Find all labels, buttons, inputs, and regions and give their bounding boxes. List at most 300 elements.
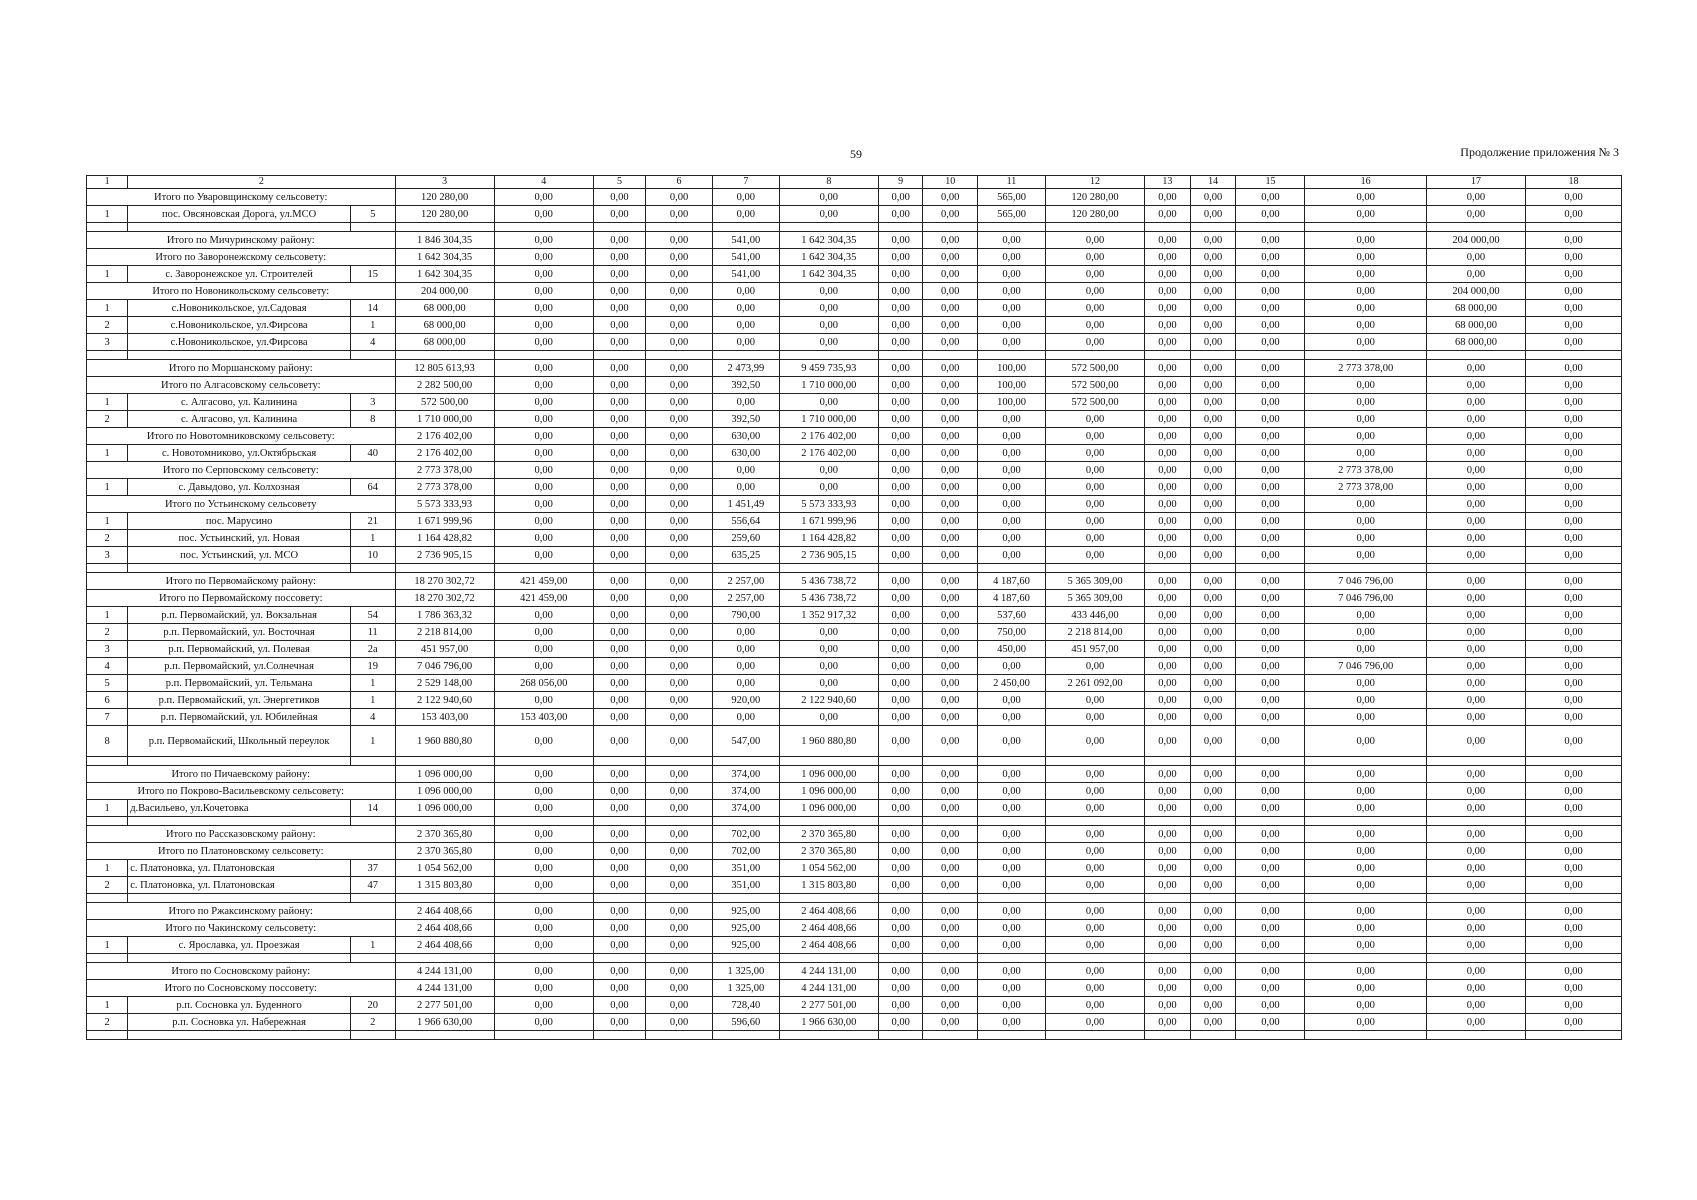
value-cell: 0,00 bbox=[593, 394, 645, 411]
value-cell: 0,00 bbox=[712, 394, 779, 411]
value-cell: 0,00 bbox=[593, 445, 645, 462]
value-cell: 0,00 bbox=[1190, 547, 1236, 564]
empty-cell bbox=[878, 894, 923, 903]
column-header-14: 14 bbox=[1190, 176, 1236, 189]
row-number: 6 bbox=[87, 692, 128, 709]
value-cell: 0,00 bbox=[779, 317, 878, 334]
value-cell: 4 187,60 bbox=[978, 573, 1046, 590]
empty-cell bbox=[350, 817, 395, 826]
empty-cell bbox=[395, 223, 494, 232]
value-cell: 2 122 940,60 bbox=[395, 692, 494, 709]
empty-cell bbox=[779, 894, 878, 903]
value-cell: 0,00 bbox=[646, 547, 713, 564]
value-cell: 0,00 bbox=[712, 658, 779, 675]
value-cell: 0,00 bbox=[923, 826, 978, 843]
value-cell: 0,00 bbox=[1236, 937, 1305, 954]
row-number: 1 bbox=[87, 860, 128, 877]
value-cell: 0,00 bbox=[923, 496, 978, 513]
empty-cell bbox=[395, 817, 494, 826]
value-cell: 0,00 bbox=[593, 377, 645, 394]
value-cell: 0,00 bbox=[494, 266, 593, 283]
value-cell: 0,00 bbox=[1190, 479, 1236, 496]
value-cell: 5 573 333,93 bbox=[395, 496, 494, 513]
value-cell: 0,00 bbox=[878, 232, 923, 249]
value-cell: 0,00 bbox=[1190, 249, 1236, 266]
total-label: Итого по Ржаксинскому району: bbox=[87, 903, 396, 920]
value-cell: 0,00 bbox=[593, 232, 645, 249]
value-cell: 0,00 bbox=[1145, 377, 1191, 394]
total-label: Итого по Чакинскому сельсовету: bbox=[87, 920, 396, 937]
value-cell: 0,00 bbox=[1305, 726, 1426, 757]
value-cell: 0,00 bbox=[1236, 249, 1305, 266]
value-cell: 0,00 bbox=[878, 675, 923, 692]
table-row bbox=[87, 860, 1622, 877]
row-number: 2 bbox=[87, 530, 128, 547]
value-cell: 0,00 bbox=[593, 300, 645, 317]
value-cell: 0,00 bbox=[1190, 394, 1236, 411]
value-cell: 0,00 bbox=[494, 1014, 593, 1031]
table-row bbox=[87, 726, 1622, 757]
empty-cell bbox=[1045, 223, 1144, 232]
value-cell: 0,00 bbox=[1045, 266, 1144, 283]
row-number: 1 bbox=[87, 607, 128, 624]
value-cell: 2 773 378,00 bbox=[1305, 462, 1426, 479]
empty-cell bbox=[1526, 817, 1622, 826]
column-header-16: 16 bbox=[1305, 176, 1426, 189]
value-cell: 68 000,00 bbox=[395, 334, 494, 351]
value-cell: 0,00 bbox=[1045, 496, 1144, 513]
value-cell: 0,00 bbox=[1145, 334, 1191, 351]
empty-cell bbox=[1426, 564, 1525, 573]
value-cell: 0,00 bbox=[646, 709, 713, 726]
empty-cell bbox=[646, 1031, 713, 1040]
empty-cell bbox=[878, 954, 923, 963]
value-cell: 0,00 bbox=[978, 334, 1046, 351]
value-cell: 120 280,00 bbox=[395, 189, 494, 206]
empty-cell bbox=[712, 564, 779, 573]
value-cell: 0,00 bbox=[978, 980, 1046, 997]
value-cell: 0,00 bbox=[978, 428, 1046, 445]
value-cell: 0,00 bbox=[878, 692, 923, 709]
spacer-row bbox=[87, 954, 1622, 963]
value-cell: 0,00 bbox=[494, 300, 593, 317]
empty-cell bbox=[646, 351, 713, 360]
value-cell: 630,00 bbox=[712, 428, 779, 445]
value-cell: 0,00 bbox=[779, 709, 878, 726]
value-cell: 2 464 408,66 bbox=[779, 920, 878, 937]
empty-cell bbox=[128, 1031, 351, 1040]
value-cell: 0,00 bbox=[593, 675, 645, 692]
empty-cell bbox=[494, 817, 593, 826]
value-cell: 0,00 bbox=[878, 937, 923, 954]
value-cell: 0,00 bbox=[1426, 462, 1525, 479]
value-cell: 0,00 bbox=[712, 334, 779, 351]
value-cell: 351,00 bbox=[712, 877, 779, 894]
value-cell: 0,00 bbox=[779, 624, 878, 641]
value-cell: 0,00 bbox=[712, 641, 779, 658]
value-cell: 0,00 bbox=[878, 189, 923, 206]
column-header-17: 17 bbox=[1426, 176, 1525, 189]
value-cell: 0,00 bbox=[1526, 692, 1622, 709]
empty-cell bbox=[712, 817, 779, 826]
value-cell: 0,00 bbox=[494, 997, 593, 1014]
table-row bbox=[87, 547, 1622, 564]
value-cell: 259,60 bbox=[712, 530, 779, 547]
row-number: 7 bbox=[87, 709, 128, 726]
value-cell: 0,00 bbox=[1305, 249, 1426, 266]
value-cell: 0,00 bbox=[712, 283, 779, 300]
value-cell: 0,00 bbox=[1305, 766, 1426, 783]
value-cell: 0,00 bbox=[1145, 709, 1191, 726]
value-cell: 0,00 bbox=[1190, 726, 1236, 757]
value-cell: 0,00 bbox=[1236, 266, 1305, 283]
value-cell: 0,00 bbox=[1145, 496, 1191, 513]
value-cell: 0,00 bbox=[1426, 411, 1525, 428]
value-cell: 0,00 bbox=[1145, 624, 1191, 641]
row-number: 3 bbox=[87, 334, 128, 351]
address-cell: с. Ярославка, ул. Проезжая bbox=[128, 937, 351, 954]
value-cell: 0,00 bbox=[494, 877, 593, 894]
value-cell: 0,00 bbox=[878, 1014, 923, 1031]
value-cell: 541,00 bbox=[712, 249, 779, 266]
value-cell: 0,00 bbox=[1145, 877, 1191, 894]
address-cell: р.п. Первомайский, ул. Вокзальная bbox=[128, 607, 351, 624]
value-cell: 2 370 365,80 bbox=[779, 843, 878, 860]
value-cell: 2 473,99 bbox=[712, 360, 779, 377]
value-cell: 0,00 bbox=[1305, 692, 1426, 709]
empty-cell bbox=[494, 757, 593, 766]
value-cell: 0,00 bbox=[878, 980, 923, 997]
value-cell: 0,00 bbox=[779, 479, 878, 496]
value-cell: 1 642 304,35 bbox=[395, 266, 494, 283]
spacer-row bbox=[87, 223, 1622, 232]
value-cell: 0,00 bbox=[1190, 766, 1236, 783]
value-cell: 0,00 bbox=[646, 826, 713, 843]
address-cell: пос. Устьинский, ул. Новая bbox=[128, 530, 351, 547]
empty-cell bbox=[1236, 817, 1305, 826]
total-label: Итого по Моршанскому району: bbox=[87, 360, 396, 377]
value-cell: 1 710 000,00 bbox=[395, 411, 494, 428]
empty-cell bbox=[1145, 757, 1191, 766]
value-cell: 2 464 408,66 bbox=[779, 903, 878, 920]
value-cell: 0,00 bbox=[646, 317, 713, 334]
value-cell: 0,00 bbox=[1190, 445, 1236, 462]
value-cell: 0,00 bbox=[712, 624, 779, 641]
row-number: 4 bbox=[87, 658, 128, 675]
value-cell: 0,00 bbox=[779, 394, 878, 411]
house-number: 37 bbox=[350, 860, 395, 877]
value-cell: 2 218 814,00 bbox=[395, 624, 494, 641]
value-cell: 0,00 bbox=[1526, 462, 1622, 479]
value-cell: 0,00 bbox=[923, 783, 978, 800]
value-cell: 0,00 bbox=[494, 283, 593, 300]
empty-cell bbox=[395, 564, 494, 573]
empty-cell bbox=[1190, 894, 1236, 903]
empty-cell bbox=[1526, 894, 1622, 903]
value-cell: 0,00 bbox=[978, 462, 1046, 479]
column-header-4: 4 bbox=[494, 176, 593, 189]
empty-cell bbox=[494, 351, 593, 360]
value-cell: 0,00 bbox=[593, 692, 645, 709]
value-cell: 0,00 bbox=[923, 206, 978, 223]
address-cell: с.Новоникольское, ул.Садовая bbox=[128, 300, 351, 317]
empty-cell bbox=[87, 757, 128, 766]
row-number: 2 bbox=[87, 877, 128, 894]
value-cell: 0,00 bbox=[494, 843, 593, 860]
value-cell: 0,00 bbox=[878, 411, 923, 428]
value-cell: 0,00 bbox=[593, 903, 645, 920]
empty-cell bbox=[646, 954, 713, 963]
value-cell: 0,00 bbox=[878, 547, 923, 564]
value-cell: 0,00 bbox=[646, 658, 713, 675]
empty-cell bbox=[128, 894, 351, 903]
value-cell: 0,00 bbox=[646, 980, 713, 997]
empty-cell bbox=[978, 954, 1046, 963]
value-cell: 0,00 bbox=[878, 496, 923, 513]
value-cell: 0,00 bbox=[1145, 903, 1191, 920]
value-cell: 0,00 bbox=[646, 877, 713, 894]
value-cell: 0,00 bbox=[779, 462, 878, 479]
address-cell: с. Давыдово, ул. Колхозная bbox=[128, 479, 351, 496]
value-cell: 0,00 bbox=[646, 377, 713, 394]
house-number: 10 bbox=[350, 547, 395, 564]
value-cell: 1 642 304,35 bbox=[779, 249, 878, 266]
empty-cell bbox=[712, 1031, 779, 1040]
value-cell: 0,00 bbox=[1426, 937, 1525, 954]
value-cell: 0,00 bbox=[593, 334, 645, 351]
value-cell: 0,00 bbox=[923, 189, 978, 206]
total-label: Итого по Уваровщинскому сельсовету: bbox=[87, 189, 396, 206]
value-cell: 0,00 bbox=[494, 479, 593, 496]
value-cell: 2 176 402,00 bbox=[779, 428, 878, 445]
house-number: 14 bbox=[350, 300, 395, 317]
value-cell: 0,00 bbox=[646, 590, 713, 607]
value-cell: 2 257,00 bbox=[712, 573, 779, 590]
value-cell: 0,00 bbox=[1305, 189, 1426, 206]
total-label: Итого по Новотомниковскому сельсовету: bbox=[87, 428, 396, 445]
value-cell: 7 046 796,00 bbox=[395, 658, 494, 675]
value-cell: 0,00 bbox=[1145, 445, 1191, 462]
value-cell: 0,00 bbox=[923, 709, 978, 726]
value-cell: 0,00 bbox=[1236, 783, 1305, 800]
value-cell: 0,00 bbox=[494, 462, 593, 479]
value-cell: 0,00 bbox=[1190, 360, 1236, 377]
empty-cell bbox=[87, 351, 128, 360]
value-cell: 0,00 bbox=[494, 189, 593, 206]
value-cell: 0,00 bbox=[978, 411, 1046, 428]
value-cell: 0,00 bbox=[878, 530, 923, 547]
value-cell: 0,00 bbox=[1426, 980, 1525, 997]
column-header-12: 12 bbox=[1045, 176, 1144, 189]
empty-cell bbox=[1190, 757, 1236, 766]
value-cell: 0,00 bbox=[878, 641, 923, 658]
value-cell: 0,00 bbox=[1190, 658, 1236, 675]
value-cell: 0,00 bbox=[593, 766, 645, 783]
house-number: 54 bbox=[350, 607, 395, 624]
value-cell: 0,00 bbox=[978, 283, 1046, 300]
row-number: 5 bbox=[87, 675, 128, 692]
header-row bbox=[87, 176, 1622, 189]
value-cell: 0,00 bbox=[1526, 334, 1622, 351]
value-cell: 0,00 bbox=[646, 997, 713, 1014]
value-cell: 0,00 bbox=[1305, 860, 1426, 877]
table-row bbox=[87, 479, 1622, 496]
value-cell: 0,00 bbox=[1526, 189, 1622, 206]
value-cell: 374,00 bbox=[712, 800, 779, 817]
value-cell: 0,00 bbox=[1526, 826, 1622, 843]
value-cell: 0,00 bbox=[1526, 360, 1622, 377]
address-cell: с. Новотомниково, ул.Октябрьская bbox=[128, 445, 351, 462]
value-cell: 0,00 bbox=[1045, 997, 1144, 1014]
value-cell: 0,00 bbox=[1190, 573, 1236, 590]
value-cell: 0,00 bbox=[1305, 513, 1426, 530]
value-cell: 0,00 bbox=[1236, 445, 1305, 462]
value-cell: 204 000,00 bbox=[1426, 283, 1525, 300]
empty-cell bbox=[1426, 351, 1525, 360]
value-cell: 0,00 bbox=[779, 283, 878, 300]
value-cell: 0,00 bbox=[1045, 428, 1144, 445]
value-cell: 0,00 bbox=[1145, 997, 1191, 1014]
total-row bbox=[87, 573, 1622, 590]
empty-cell bbox=[1426, 757, 1525, 766]
value-cell: 2 261 092,00 bbox=[1045, 675, 1144, 692]
value-cell: 572 500,00 bbox=[395, 394, 494, 411]
empty-cell bbox=[593, 564, 645, 573]
value-cell: 750,00 bbox=[978, 624, 1046, 641]
value-cell: 0,00 bbox=[1045, 334, 1144, 351]
value-cell: 0,00 bbox=[1526, 843, 1622, 860]
value-cell: 0,00 bbox=[494, 445, 593, 462]
value-cell: 0,00 bbox=[646, 726, 713, 757]
value-cell: 0,00 bbox=[923, 692, 978, 709]
value-cell: 0,00 bbox=[878, 783, 923, 800]
value-cell: 0,00 bbox=[978, 496, 1046, 513]
house-number: 64 bbox=[350, 479, 395, 496]
value-cell: 0,00 bbox=[923, 800, 978, 817]
value-cell: 0,00 bbox=[646, 920, 713, 937]
value-cell: 0,00 bbox=[1145, 360, 1191, 377]
empty-cell bbox=[350, 757, 395, 766]
value-cell: 0,00 bbox=[593, 607, 645, 624]
value-cell: 0,00 bbox=[779, 675, 878, 692]
value-cell: 1 671 999,96 bbox=[779, 513, 878, 530]
empty-cell bbox=[87, 894, 128, 903]
empty-cell bbox=[779, 757, 878, 766]
total-label: Итого по Сосновскому району: bbox=[87, 963, 396, 980]
value-cell: 0,00 bbox=[1526, 877, 1622, 894]
value-cell: 0,00 bbox=[1236, 411, 1305, 428]
value-cell: 0,00 bbox=[1426, 428, 1525, 445]
house-number: 4 bbox=[350, 709, 395, 726]
value-cell: 0,00 bbox=[1236, 206, 1305, 223]
value-cell: 0,00 bbox=[1426, 377, 1525, 394]
value-cell: 0,00 bbox=[646, 1014, 713, 1031]
table-row bbox=[87, 445, 1622, 462]
address-cell: р.п. Первомайский, ул. Тельмана bbox=[128, 675, 351, 692]
value-cell: 0,00 bbox=[1236, 980, 1305, 997]
value-cell: 0,00 bbox=[1426, 783, 1525, 800]
value-cell: 0,00 bbox=[1145, 530, 1191, 547]
value-cell: 2 464 408,66 bbox=[395, 920, 494, 937]
value-cell: 4 244 131,00 bbox=[779, 980, 878, 997]
value-cell: 0,00 bbox=[1526, 232, 1622, 249]
value-cell: 0,00 bbox=[494, 394, 593, 411]
value-cell: 0,00 bbox=[593, 189, 645, 206]
value-cell: 0,00 bbox=[1190, 232, 1236, 249]
value-cell: 1 671 999,96 bbox=[395, 513, 494, 530]
total-label: Итого по Сосновскому поссовету: bbox=[87, 980, 396, 997]
value-cell: 0,00 bbox=[978, 300, 1046, 317]
value-cell: 0,00 bbox=[1236, 843, 1305, 860]
empty-cell bbox=[87, 817, 128, 826]
value-cell: 0,00 bbox=[1045, 800, 1144, 817]
row-number: 1 bbox=[87, 300, 128, 317]
value-cell: 204 000,00 bbox=[395, 283, 494, 300]
value-cell: 1 315 803,80 bbox=[779, 877, 878, 894]
value-cell: 0,00 bbox=[1305, 997, 1426, 1014]
value-cell: 0,00 bbox=[1045, 300, 1144, 317]
value-cell: 0,00 bbox=[878, 334, 923, 351]
empty-cell bbox=[128, 351, 351, 360]
value-cell: 0,00 bbox=[878, 709, 923, 726]
spacer-row bbox=[87, 894, 1622, 903]
value-cell: 0,00 bbox=[593, 1014, 645, 1031]
empty-cell bbox=[1045, 757, 1144, 766]
empty-cell bbox=[923, 757, 978, 766]
value-cell: 12 805 613,93 bbox=[395, 360, 494, 377]
value-cell: 2 773 378,00 bbox=[1305, 360, 1426, 377]
empty-cell bbox=[978, 757, 1046, 766]
value-cell: 0,00 bbox=[878, 283, 923, 300]
table-row bbox=[87, 675, 1622, 692]
value-cell: 0,00 bbox=[1236, 766, 1305, 783]
value-cell: 702,00 bbox=[712, 826, 779, 843]
value-cell: 0,00 bbox=[593, 624, 645, 641]
empty-cell bbox=[87, 954, 128, 963]
value-cell: 0,00 bbox=[1305, 1014, 1426, 1031]
value-cell: 4 244 131,00 bbox=[395, 963, 494, 980]
table-row bbox=[87, 266, 1622, 283]
row-number: 1 bbox=[87, 937, 128, 954]
value-cell: 0,00 bbox=[1426, 624, 1525, 641]
empty-cell bbox=[350, 1031, 395, 1040]
value-cell: 0,00 bbox=[923, 479, 978, 496]
value-cell: 0,00 bbox=[1526, 1014, 1622, 1031]
value-cell: 0,00 bbox=[1426, 547, 1525, 564]
empty-cell bbox=[593, 757, 645, 766]
value-cell: 1 642 304,35 bbox=[779, 266, 878, 283]
value-cell: 0,00 bbox=[878, 513, 923, 530]
empty-cell bbox=[712, 351, 779, 360]
value-cell: 68 000,00 bbox=[1426, 334, 1525, 351]
value-cell: 0,00 bbox=[878, 920, 923, 937]
empty-cell bbox=[1190, 1031, 1236, 1040]
value-cell: 0,00 bbox=[1426, 675, 1525, 692]
value-cell: 0,00 bbox=[878, 360, 923, 377]
empty-cell bbox=[87, 1031, 128, 1040]
value-cell: 0,00 bbox=[1045, 317, 1144, 334]
value-cell: 0,00 bbox=[878, 877, 923, 894]
house-number: 47 bbox=[350, 877, 395, 894]
value-cell: 0,00 bbox=[1190, 206, 1236, 223]
value-cell: 0,00 bbox=[1426, 877, 1525, 894]
empty-cell bbox=[1145, 817, 1191, 826]
value-cell: 451 957,00 bbox=[1045, 641, 1144, 658]
value-cell: 0,00 bbox=[1190, 675, 1236, 692]
value-cell: 5 573 333,93 bbox=[779, 496, 878, 513]
value-cell: 0,00 bbox=[1526, 513, 1622, 530]
value-cell: 0,00 bbox=[494, 726, 593, 757]
